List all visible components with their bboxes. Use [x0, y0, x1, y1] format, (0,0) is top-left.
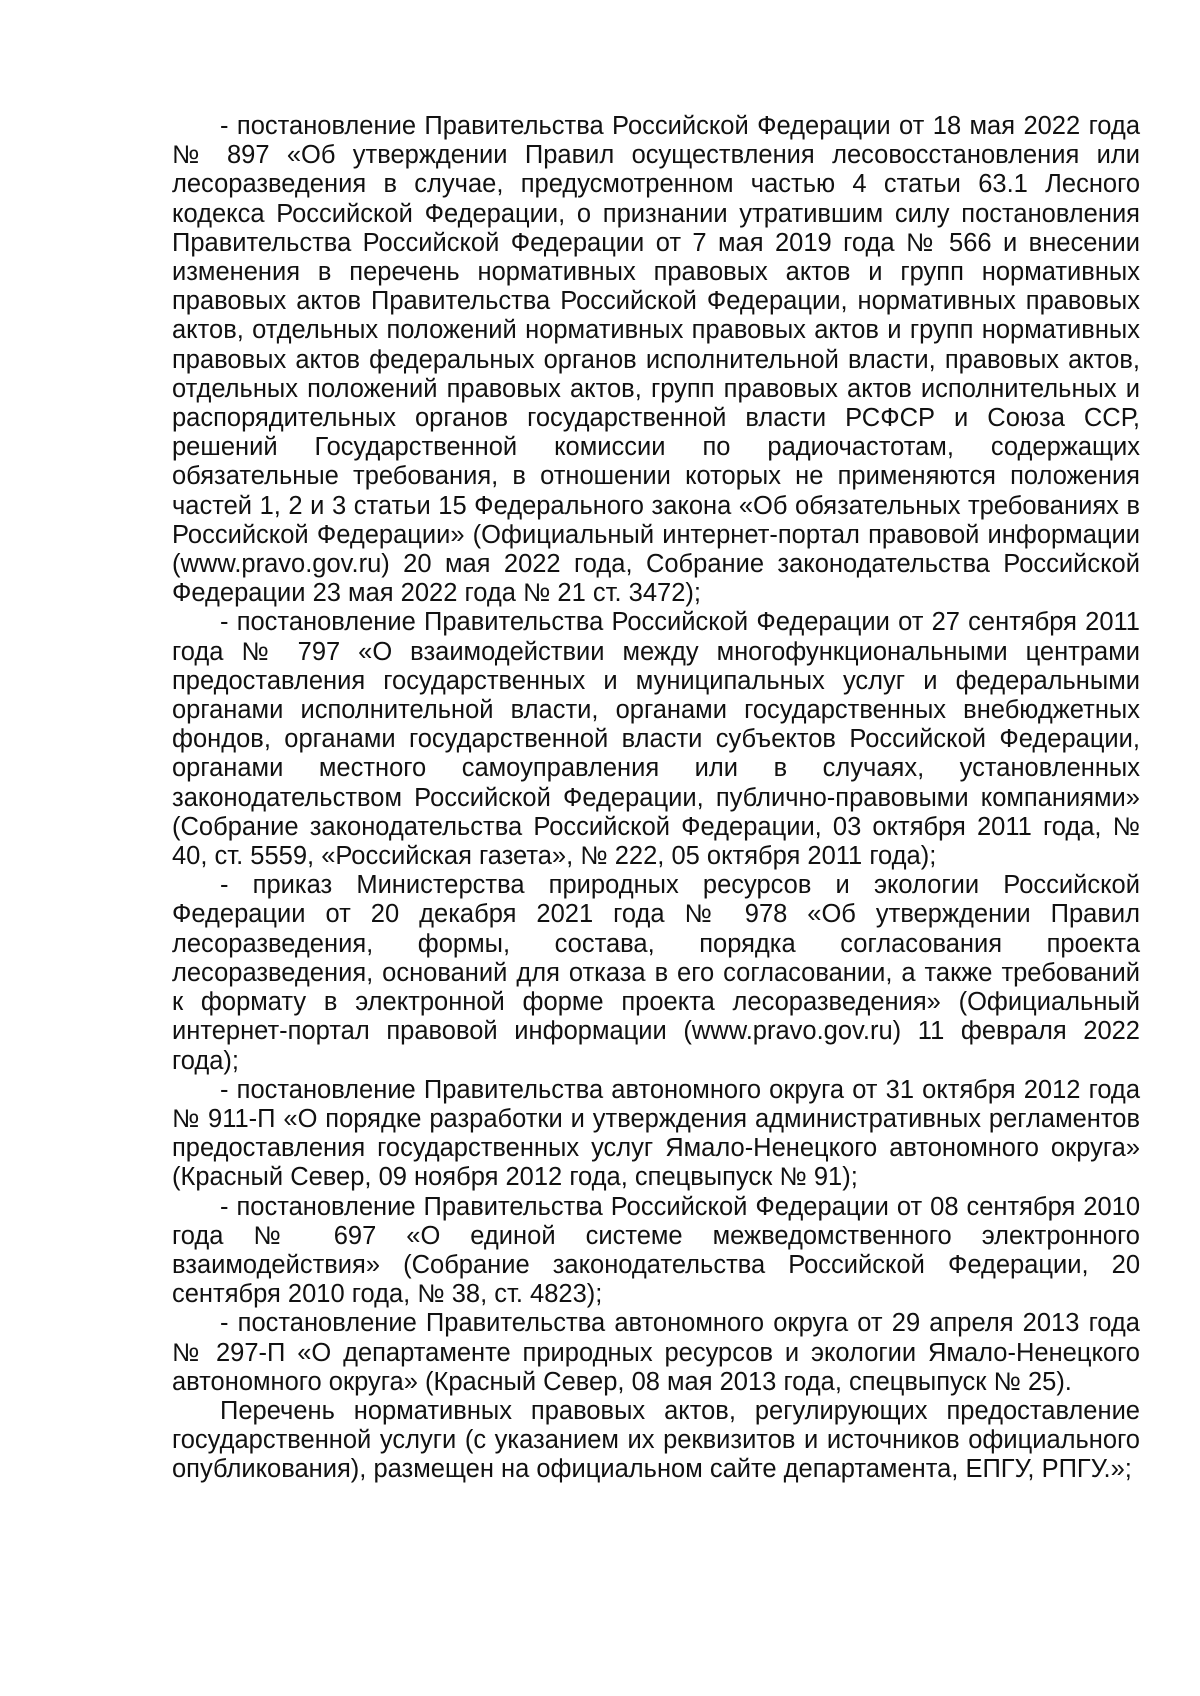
- paragraph-list-publication: Перечень нормативных правовых актов, регулирующих предоставление государственной услуги (с указанием их реквизитов и источников официального опубликования), размещен на официальном сайте департамента, ЕПГУ, РПГУ.»;: [172, 1396, 1140, 1484]
- paragraph-resolution-897: - постановление Правительства Российской Федерации от 18 мая 2022 года № 897 «Об утверждении Правил осуществления лесовосстановления или лесоразведения в случае, предусмотренном частью 4 статьи 63.1 Лесного кодекса Российской Федерации, о признании утратившим силу постановления Правительства Российской Федерации от 7 мая 2019 года № 566 и внесении изменения в перечень нормативных правовых актов и групп нормативных правовых актов Правительства Российской Федерации, нормативных правовых актов, отдельных положений нормативных правовых актов и групп нормативных правовых актов федеральных органов исполнительной власти, правовых актов, отдельных положений правовых актов, групп правовых актов исполнительных и распорядительных органов государственной власти РСФСР и Союза ССР, решений Государственной комиссии по радиочастотам, содержащих обязательные требования, в отношении которых не применяются положения частей 1, 2 и 3 статьи 15 Федерального закона «Об обязательных требованиях в Российской Федерации» (Официальный интернет-портал правовой информации (www.pravo.gov.ru) 20 мая 2022 года, Собрание законодательства Российской Федерации 23 мая 2022 года № 21 ст. 3472);: [172, 112, 1140, 608]
- document-page: [172, 112, 1140, 1485]
- paragraph-resolution-911-p: - постановление Правительства автономного округа от 31 октября 2012 года № 911-П «О порядке разработки и утверждения административных регламентов предоставления государственных услуг Ямало-Ненецкого автономного округа» (Красный Север, 09 ноября 2012 года, спецвыпуск № 91);: [172, 1075, 1140, 1192]
- paragraph-order-978: - приказ Министерства природных ресурсов и экологии Российской Федерации от 20 декабря 2021 года № 978 «Об утверждении Правил лесоразведения, формы, состава, порядка согласования проекта лесоразведения, оснований для отказа в его согласовании, а также требований к формату в электронной форме проекта лесоразведения» (Официальный интернет-портал правовой информации (www.pravo.gov.ru) 11 февраля 2022 года);: [172, 871, 1140, 1075]
- paragraph-resolution-297-p: - постановление Правительства автономного округа от 29 апреля 2013 года № 297-П «О департаменте природных ресурсов и экологии Ямало-Ненецкого автономного округа» (Красный Север, 08 мая 2013 года, спецвыпуск № 25).: [172, 1309, 1140, 1396]
- paragraph-resolution-697: - постановление Правительства Российской Федерации от 08 сентября 2010 года № 697 «О единой системе межведомственного электронного взаимодействия» (Собрание законодательства Российской Федерации, 20 сентября 2010 года, № 38, ст. 4823);: [172, 1192, 1140, 1309]
- paragraph-resolution-797: - постановление Правительства Российской Федерации от 27 сентября 2011 года № 797 «О взаимодействии между многофункциональными центрами предоставления государственных и муниципальных услуг и федеральными органами исполнительной власти, органами государственных внебюджетных фондов, органами государственной власти субъектов Российской Федерации, органами местного самоуправления или в случаях, установленных законодательством Российской Федерации, публично-правовыми компаниями» (Собрание законодательства Российской Федерации, 03 октября 2011 года, № 40, ст. 5559, «Российская газета», № 222, 05 октября 2011 года);: [172, 608, 1140, 871]
